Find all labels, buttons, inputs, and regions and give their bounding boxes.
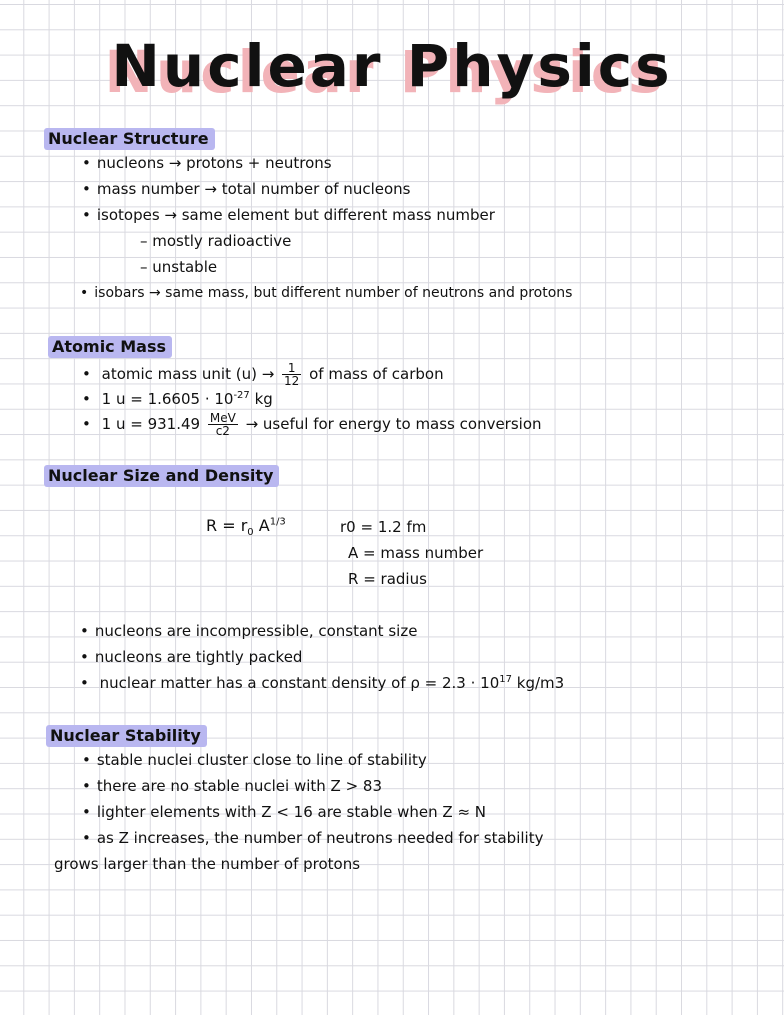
structure-bullet-4: • isobars → same mass, but different number of neutrons and protons bbox=[80, 285, 572, 301]
fraction-one-twelfth bbox=[282, 362, 301, 387]
equation-exponent: 1/3 bbox=[269, 516, 286, 528]
mass-bullet-3 bbox=[82, 412, 542, 437]
mass-bullet-1-text: atomic mass unit (u) → bbox=[101, 365, 275, 383]
structure-subbullet-unstable: – unstable bbox=[140, 258, 218, 276]
structure-bullet-1: • nucleons → protons + neutrons bbox=[82, 154, 332, 172]
page-title: Nuclear Physics bbox=[111, 32, 673, 100]
title-container bbox=[0, 32, 784, 100]
fraction-denominator: 12 bbox=[284, 374, 300, 388]
mass-bullet-2-text: 1 u = 1.6605 · 10 bbox=[101, 390, 234, 408]
fraction-mev-c2 bbox=[208, 412, 238, 437]
stability-bullet-2: • there are no stable nuclei with Z > 83 bbox=[82, 777, 382, 795]
equation-subscript: 0 bbox=[247, 527, 254, 539]
fraction-mev: MeV bbox=[209, 411, 236, 425]
structure-bullet-2: • mass number → total number of nucleons bbox=[82, 180, 410, 198]
size-bullet-3-exponent: 17 bbox=[499, 674, 512, 685]
stability-bullet-4-continuation: grows larger than the number of protons bbox=[54, 855, 361, 873]
size-bullet-1: • nucleons are incompressible, constant size bbox=[80, 622, 417, 640]
heading-nuclear-size-density: Nuclear Size and Density bbox=[44, 465, 279, 487]
structure-bullet-3: • isotopes → same element but different mass number bbox=[82, 206, 495, 224]
definition-r0: r0 = 1.2 fm bbox=[340, 518, 427, 536]
size-bullet-3-text: nuclear matter has a constant density of ρ = 2.3 · 10 bbox=[99, 674, 500, 692]
mass-bullet-1 bbox=[82, 362, 444, 387]
heading-nuclear-stability: Nuclear Stability bbox=[46, 725, 207, 747]
size-bullet-2: • nucleons are tightly packed bbox=[80, 648, 302, 666]
stability-bullet-4: • as Z increases, the number of neutrons needed for stability bbox=[82, 829, 543, 847]
fraction-numerator: 1 bbox=[282, 362, 301, 375]
heading-nuclear-structure: Nuclear Structure bbox=[44, 128, 215, 150]
equation-part-1: R = r bbox=[206, 516, 248, 535]
definition-a: A = mass number bbox=[348, 544, 484, 562]
heading-atomic-mass: Atomic Mass bbox=[48, 336, 172, 358]
stability-bullet-1: • stable nuclei cluster close to line of stability bbox=[82, 751, 427, 769]
definition-r: R = radius bbox=[348, 570, 427, 588]
fraction-c2: c2 bbox=[215, 424, 230, 438]
size-bullet-3 bbox=[80, 674, 564, 692]
mass-bullet-2-exponent: -27 bbox=[233, 390, 250, 401]
mass-bullet-3-tail: → useful for energy to mass conversion bbox=[245, 415, 542, 433]
mass-bullet-1-tail: of mass of carbon bbox=[309, 365, 444, 383]
equation-part-2: A bbox=[258, 516, 270, 535]
mass-bullet-2 bbox=[82, 390, 273, 408]
radius-equation bbox=[206, 516, 286, 538]
mass-bullet-3-text: 1 u = 931.49 bbox=[101, 415, 201, 433]
stability-bullet-3: • lighter elements with Z < 16 are stable when Z ≈ N bbox=[82, 803, 486, 821]
mass-bullet-2-unit: kg bbox=[254, 390, 273, 408]
structure-subbullet-radioactive: – mostly radioactive bbox=[140, 232, 292, 250]
size-bullet-3-unit: kg/m3 bbox=[516, 674, 565, 692]
